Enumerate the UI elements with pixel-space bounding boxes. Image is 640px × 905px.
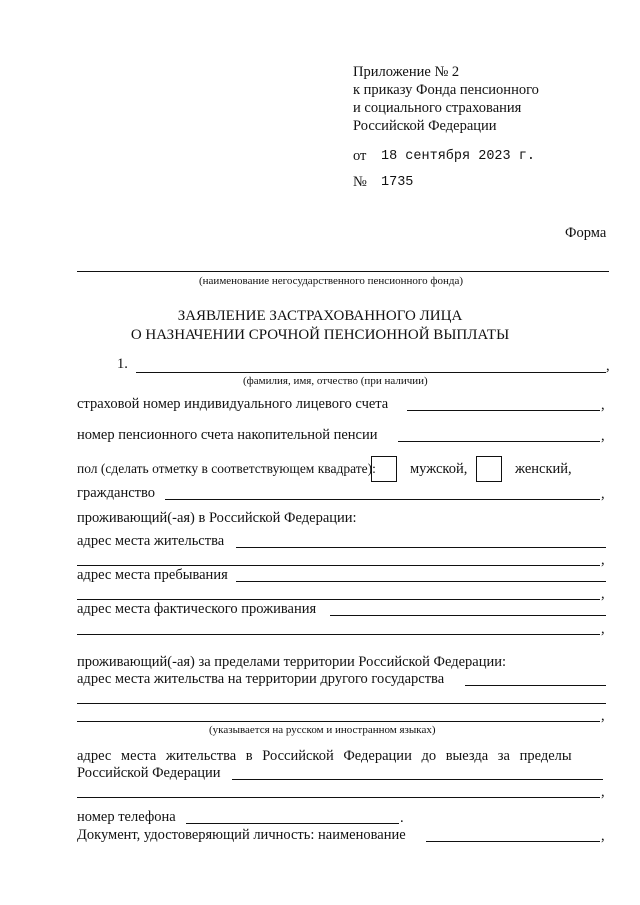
comma: ,: [601, 397, 605, 413]
appendix-line-2: к приказу Фонда пенсионного: [353, 82, 539, 98]
foreign-address-label: адрес места жительства на территории другого государства: [77, 671, 445, 687]
residing-abroad-label: проживающий(-ая) за пределами территории Российской Федерации:: [77, 654, 507, 670]
foreign-address-line[interactable]: [465, 685, 606, 686]
citizenship-line[interactable]: [165, 499, 600, 500]
appendix-line-4: Российской Федерации: [353, 118, 497, 134]
id-document-line[interactable]: [426, 841, 600, 842]
comma: ,: [601, 552, 605, 568]
stay-address-line-2[interactable]: [77, 599, 600, 600]
document-title-line-1: ЗАЯВЛЕНИЕ ЗАСТРАХОВАННОГО ЛИЦА: [177, 308, 463, 324]
female-label: женский,: [515, 461, 572, 477]
phone-label: номер телефона: [77, 809, 176, 825]
comma: ,: [601, 428, 605, 444]
snils-line[interactable]: [407, 410, 600, 411]
residence-address-line[interactable]: [236, 547, 606, 548]
snils-label: страховой номер индивидуального лицевого счета: [77, 396, 389, 412]
phone-line[interactable]: [186, 823, 399, 824]
foreign-address-line-2[interactable]: [77, 703, 606, 704]
female-checkbox[interactable]: [476, 456, 502, 482]
number-label: №: [353, 174, 367, 190]
order-date: 18 сентября 2023 г.: [381, 149, 535, 164]
residence-address-line-2[interactable]: [77, 565, 600, 566]
appendix-line-1: Приложение № 2: [353, 64, 460, 80]
comma: ,: [601, 586, 605, 602]
fund-caption: (наименование негосударственного пенсионного фонда): [199, 275, 463, 287]
period: .: [400, 810, 404, 826]
comma: ,: [601, 784, 605, 800]
appendix-line-3: и социального страхования: [353, 100, 522, 116]
citizenship-label: гражданство: [77, 485, 155, 501]
actual-address-line[interactable]: [330, 615, 606, 616]
fio-line[interactable]: [136, 372, 606, 373]
male-checkbox[interactable]: [371, 456, 397, 482]
comma: ,: [601, 486, 605, 502]
date-label: от: [353, 148, 367, 164]
comma: ,: [601, 828, 605, 844]
pension-account-line[interactable]: [398, 441, 600, 442]
male-label: мужской,: [410, 461, 468, 477]
stay-address-line[interactable]: [236, 581, 606, 582]
prev-address-label-2: Российской Федерации: [77, 765, 221, 781]
actual-address-line-2[interactable]: [77, 634, 600, 635]
order-number: 1735: [381, 175, 414, 190]
comma: ,: [606, 358, 610, 374]
item-number: 1.: [117, 356, 128, 372]
comma: ,: [601, 708, 605, 724]
pension-account-label: номер пенсионного счета накопительной пенсии: [77, 427, 378, 443]
comma: ,: [601, 621, 605, 637]
fund-name-line[interactable]: [77, 271, 609, 272]
id-document-label: Документ, удостоверяющий личность: наименование: [77, 827, 406, 843]
residence-address-label: адрес места жительства: [77, 533, 225, 549]
gender-label: пол (сделать отметку в соответствующем квадрате):: [77, 461, 376, 476]
foreign-address-line-3[interactable]: [77, 721, 600, 722]
form-label: Форма: [565, 225, 607, 241]
languages-caption: (указывается на русском и иностранном языках): [209, 724, 436, 736]
residing-rf-label: проживающий(-ая) в Российской Федерации:: [77, 510, 357, 526]
fio-caption: (фамилия, имя, отчество (при наличии): [243, 375, 428, 387]
document-title-line-2: О НАЗНАЧЕНИИ СРОЧНОЙ ПЕНСИОННОЙ ВЫПЛАТЫ: [130, 327, 510, 343]
prev-address-line-2[interactable]: [77, 797, 600, 798]
prev-address-label-1: адрес места жительства в Российской Федерации до выезда за пределы: [77, 748, 572, 764]
stay-address-label: адрес места пребывания: [77, 567, 228, 583]
prev-address-line[interactable]: [232, 779, 603, 780]
actual-address-label: адрес места фактического проживания: [77, 601, 317, 617]
